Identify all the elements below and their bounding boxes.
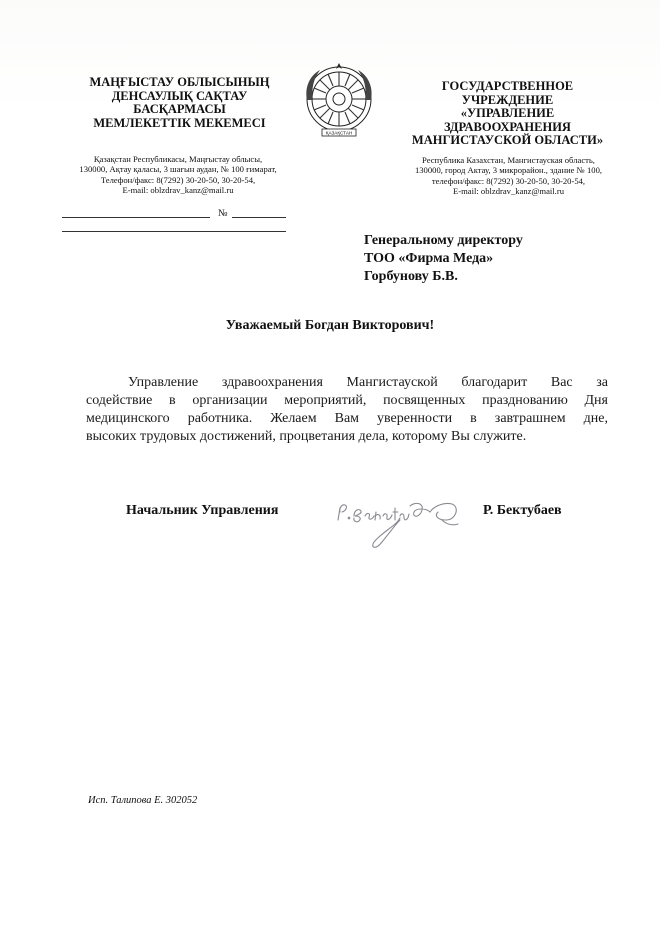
address-kazakh xyxy=(68,154,288,196)
body-line-2: содействие в организации мероприятий, посвященных празднованию Дня xyxy=(86,393,608,408)
address-kz-line-2: 130000, Ақтау қаласы, 3 шағын аудан, № 100 ғимарат, xyxy=(79,164,277,175)
org-kz-line-1: МАҢҒЫСТАУ ОБЛЫСЫНЫҢ xyxy=(89,75,270,89)
reg-ref-line xyxy=(62,231,286,232)
address-kz-line-3: Телефон/факс: 8(7292) 30-20-50, 30-20-54, xyxy=(100,174,256,185)
org-ru-line-2: «УПРАВЛЕНИЕ xyxy=(460,106,555,120)
salutation: Уважаемый Богдан Викторович! xyxy=(225,318,435,333)
body-line-1: Управление здравоохранения Мангистауской благодарит Вас за xyxy=(128,375,608,390)
executor-note: Исп. Талипова Е. 302052 xyxy=(88,795,198,806)
address-russian xyxy=(396,155,621,197)
org-ru-line-4: МАНГИСТАУСКОЙ ОБЛАСТИ» xyxy=(411,133,604,147)
letter-body xyxy=(86,374,608,446)
state-emblem-icon xyxy=(302,60,376,142)
emblem-label: ҚАЗАҚСТАН xyxy=(325,130,353,136)
org-ru-line-3: ЗДРАВООХРАНЕНИЯ xyxy=(444,119,571,134)
address-ru-line-4: E-mail: oblzdrav_kanz@mail.ru xyxy=(452,186,564,197)
address-ru-line-1: Республика Казахстан, Мангистауская область, xyxy=(422,155,595,165)
body-line-3: медицинского работника. Желаем Вам уверенности в завтрашнем дне, xyxy=(86,411,608,426)
reg-number-sign: № xyxy=(218,208,228,219)
header-org-russian xyxy=(395,80,620,148)
address-ru-line-3: телефон/факс: 8(7292) 30-20-50, 30-20-54, xyxy=(431,175,586,186)
address-ru-line-2: 130000, город Актау, 3 микрорайон., здание № 100, xyxy=(414,165,603,176)
body-line-4: высоких трудовых достижений, процветания дела, которому Вы служите. xyxy=(86,429,527,444)
address-kz-line-1: Қазақстан Республикасы, Маңғыстау облысы, xyxy=(93,154,263,164)
header-org-kazakh xyxy=(72,76,287,130)
reg-number-line xyxy=(232,217,286,218)
signatory-title: Начальник Управления xyxy=(126,503,279,518)
addressee-line-1: Генеральному директору xyxy=(364,233,523,248)
addressee-line-3: Горбунову Б.В. xyxy=(364,269,458,284)
address-kz-line-4: E-mail: oblzdrav_kanz@mail.ru xyxy=(122,185,234,196)
org-kz-line-3: БАСҚАРМАСЫ xyxy=(133,102,226,116)
org-kz-line-4: МЕМЛЕКЕТТІК МЕКЕМЕСІ xyxy=(93,115,266,130)
org-kz-line-2: ДЕНСАУЛЫҚ САҚТАУ xyxy=(111,88,248,103)
reg-date-line xyxy=(62,217,210,218)
signatory-name: Р. Бектубаев xyxy=(483,503,562,518)
addressee-line-2: ТОО «Фирма Меда» xyxy=(364,251,494,266)
org-ru-line-1: ГОСУДАРСТВЕННОЕ УЧРЕЖДЕНИЕ xyxy=(441,79,574,107)
signature-handwritten-text: р.бектубаев xyxy=(334,490,339,491)
handwritten-signature xyxy=(334,490,464,552)
addressee-block xyxy=(364,232,523,286)
